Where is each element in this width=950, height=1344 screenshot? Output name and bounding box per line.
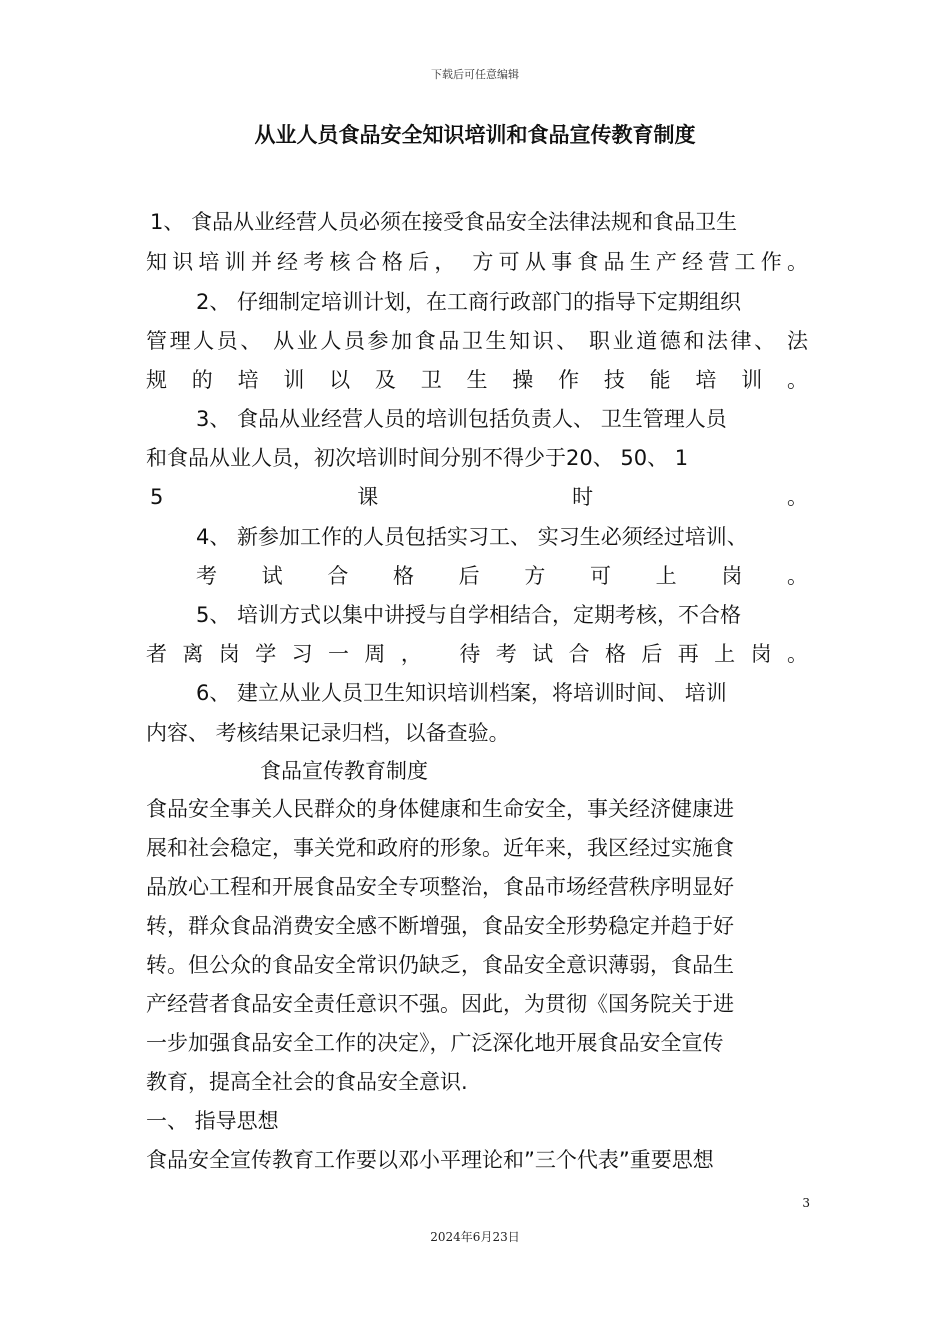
paragraph-line: 展和社会稳定，事关党和政府的形象。近年来，我区经过实施食	[146, 836, 734, 860]
page-number: 3	[802, 1196, 810, 1210]
footer-date: 2024年6月23日	[430, 1230, 520, 1244]
paragraph-line: 管理人员、 从业人员参加食品卫生知识、 职业道德和法律、 法	[146, 329, 808, 353]
paragraph-line: 者离岗学习一周， 待考试合格后再上岗。	[146, 642, 808, 666]
header-note: 下载后可任意编辑	[431, 68, 519, 81]
paragraph-line: 教育，提高全社会的食品安全意识.	[146, 1070, 468, 1094]
paragraph-line: 2、 仔细制定培训计划，在工商行政部门的指导下定期组织	[196, 290, 742, 314]
paragraph-line: 产经营者食品安全责任意识不强。因此，为贯彻《国务院关于进	[146, 992, 734, 1016]
paragraph-line: 品放心工程和开展食品安全专项整治，食品市场经营秩序明显好	[146, 875, 734, 899]
paragraph-line: 5、 培训方式以集中讲授与自学相结合，定期考核，不合格	[196, 603, 742, 627]
paragraph-line: 转。但公众的食品安全常识仍缺乏，食品安全意识薄弱，食品生	[146, 953, 734, 977]
paragraph-line: 知识培训并经考核合格后， 方可从事食品生产经营工作。	[146, 250, 808, 274]
paragraph-line: 5课时。	[150, 485, 808, 509]
paragraph-line: 转，群众食品消费安全感不断增强，食品安全形势稳定并趋于好	[146, 914, 734, 938]
section-heading: 食品宣传教育制度	[260, 759, 428, 783]
paragraph-line: 4、 新参加工作的人员包括实习工、 实习生必须经过培训、	[196, 525, 748, 549]
paragraph-line: 和食品从业人员，初次培训时间分别不得少于20、 50、 1	[146, 446, 689, 470]
paragraph-line: 6、 建立从业人员卫生知识培训档案，将培训时间、 培训	[196, 681, 727, 705]
paragraph-line: 考试合格后方可上岗。	[196, 564, 808, 588]
paragraph-line: 一步加强食品安全工作的决定》，广泛深化地开展食品安全宣传	[146, 1031, 724, 1055]
paragraph-line: 1、 食品从业经营人员必须在接受食品安全法律法规和食品卫生	[150, 210, 738, 234]
paragraph-line: 规的培训以及卫生操作技能培训。	[146, 368, 808, 392]
paragraph-line: 内容、 考核结果记录归档，以备查验。	[146, 721, 510, 745]
section-heading: 一、 指导思想	[146, 1109, 279, 1133]
paragraph-line: 食品安全事关人民群众的身体健康和生命安全，事关经济健康进	[146, 797, 734, 821]
paragraph-line: 食品安全宣传教育工作要以邓小平理论和”三个代表”重要思想	[146, 1148, 714, 1172]
page-title: 从业人员食品安全知识培训和食品宣传教育制度	[254, 123, 696, 147]
paragraph-line: 3、 食品从业经营人员的培训包括负责人、 卫生管理人员	[196, 407, 727, 431]
